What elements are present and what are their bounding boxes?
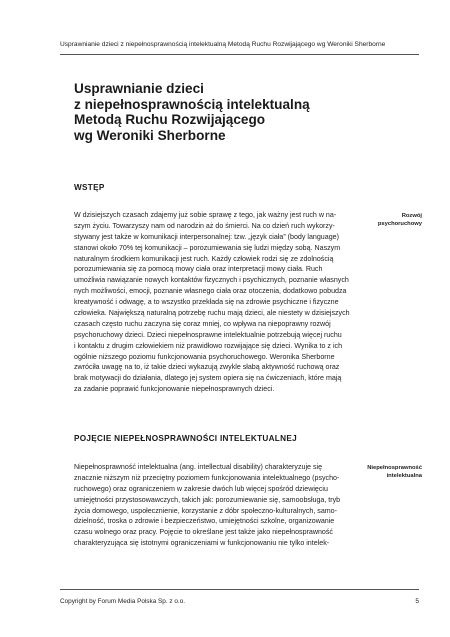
- footer-divider: [60, 589, 419, 590]
- title-line: Metodą Ruchu Rozwijającego: [74, 112, 266, 128]
- text-line: ogólnie niższego poziomu funkcjonowania psychoruchowego. Weronika Sherborne: [74, 352, 335, 361]
- title-line: z niepełnosprawnością intelektualną: [74, 96, 310, 112]
- text-line: stanowi około 70% tej komunikacji – porozumiewania się ludzi między sobą. Naszym: [74, 243, 341, 252]
- side-note-line: Niepełnosprawność: [367, 465, 422, 471]
- side-note-line: psychoruchowy: [377, 221, 422, 227]
- header-divider: [60, 54, 419, 55]
- text-line: brak motywacji do działania, dlatego jej system opiera się na ćwiczeniach, które mają: [74, 374, 342, 383]
- intellectual-disability-paragraph: [74, 462, 360, 572]
- text-line: dzielność, troska o zdrowie i bezpieczeństwo, umiejętności szkolne, organizowanie: [74, 517, 335, 526]
- text-line: kreatywność i odwagę, a to wszystko przekłada się na zdrowie psychiczne i fizyczne: [74, 298, 339, 307]
- title-line: Usprawnianie dzieci: [74, 81, 204, 96]
- introduction-paragraph: [74, 210, 360, 418]
- running-header: Usprawnianie dzieci z niepełnosprawnością intelektualną Metodą Ruchu Rozwijającego wg Weroniki Sherborne: [60, 41, 386, 48]
- text-line: znacznie niższym niż przeciętny poziomem funkcjonowania intelektualnego (psycho-: [74, 473, 340, 482]
- text-line: porozumiewania się za pomocą mowy ciała oraz interpretacji mowy ciała. Ruch: [74, 265, 323, 274]
- section-heading-intellectual-disability: POJĘCIE NIEPEŁNOSPRAWNOŚCI INTELEKTUALNEJ: [74, 434, 297, 443]
- text-line: czasach często ruchu zaczyna się coraz mniej, co wpływa na niepoprawny rozwój: [74, 319, 331, 328]
- text-line: za zadanie poprawić funkcjonowanie niepełnosprawnych dzieci.: [74, 385, 275, 394]
- side-note-psychomotor-development: [358, 212, 422, 228]
- text-line: zwróciła uwagę na to, iż takie dzieci wykazują zwykle słabą aktywność ruchową oraz: [74, 363, 340, 372]
- side-note-line: intelektualna: [386, 473, 422, 479]
- text-line: i kontaktu z drugim człowiekiem niż prawidłowo rozwijające się dzieci. Wynika to z ich: [74, 341, 343, 350]
- side-note-line: Rozwój: [401, 213, 422, 219]
- side-note-intellectual-disability: [358, 464, 422, 480]
- text-line: psychoruchowy dzieci. Dzieci niepełnosprawne intelektualnie potrzebują więcej ruchu: [74, 330, 342, 339]
- text-line: W dzisiejszych czasach zdajemy już sobie sprawę z tego, jak ważny jest ruch w na-: [74, 211, 337, 219]
- text-line: szym życiu. Towarzyszy nam od narodzin aż do śmierci. Na co dzień ruch wykorzy-: [74, 221, 335, 230]
- text-line: nych możliwości, emocji, poznanie własnego ciała oraz otoczenia, dodatkowo pobudza: [74, 287, 347, 296]
- text-line: Niepełnosprawność intelektualna (ang. intellectual disability) charakteryzuje się: [74, 463, 323, 471]
- text-line: stywany jest także w komunikacji interpersonalnej: tzw. „język ciała” (body language): [74, 232, 339, 241]
- footer-copyright: Copyright by Forum Media Polska Sp. z o.o.: [60, 598, 186, 605]
- page-number: 5: [415, 598, 419, 605]
- text-line: naturalnym środkiem komunikacji jest ruch. Każdy człowiek rodzi się ze zdolnością: [74, 254, 334, 263]
- section-heading-introduction: WSTĘP: [74, 183, 105, 192]
- text-line: człowieka. Największą naturalną potrzebę ruchu mają dzieci, ale niestety w dzisiejszych: [74, 309, 350, 318]
- text-line: umożliwia nawiązanie nowych kontaktów fizycznych i psychicznych, poznanie własnych: [74, 276, 349, 285]
- text-line: ruchowego) oraz ograniczeniem w zakresie dwóch lub więcej spośród dziewięciu: [74, 484, 328, 493]
- document-title: [74, 81, 374, 143]
- text-line: umiejętności przystosowawczych, takich jak: porozumiewanie się, samoobsługa, tryb: [74, 495, 341, 504]
- text-line: charakteryzująca się istotnymi ograniczeniami w funkcjonowaniu nie tylko intelek-: [74, 539, 330, 548]
- text-line: czasu wolnego oraz pracy. Pojęcie to określane jest także jako niepełnosprawność: [74, 528, 333, 537]
- title-line: wg Weroniki Sherborne: [74, 127, 226, 143]
- text-line: życia domowego, uspołecznienie, korzystanie z dóbr społeczno-kulturalnych, samo-: [74, 506, 337, 515]
